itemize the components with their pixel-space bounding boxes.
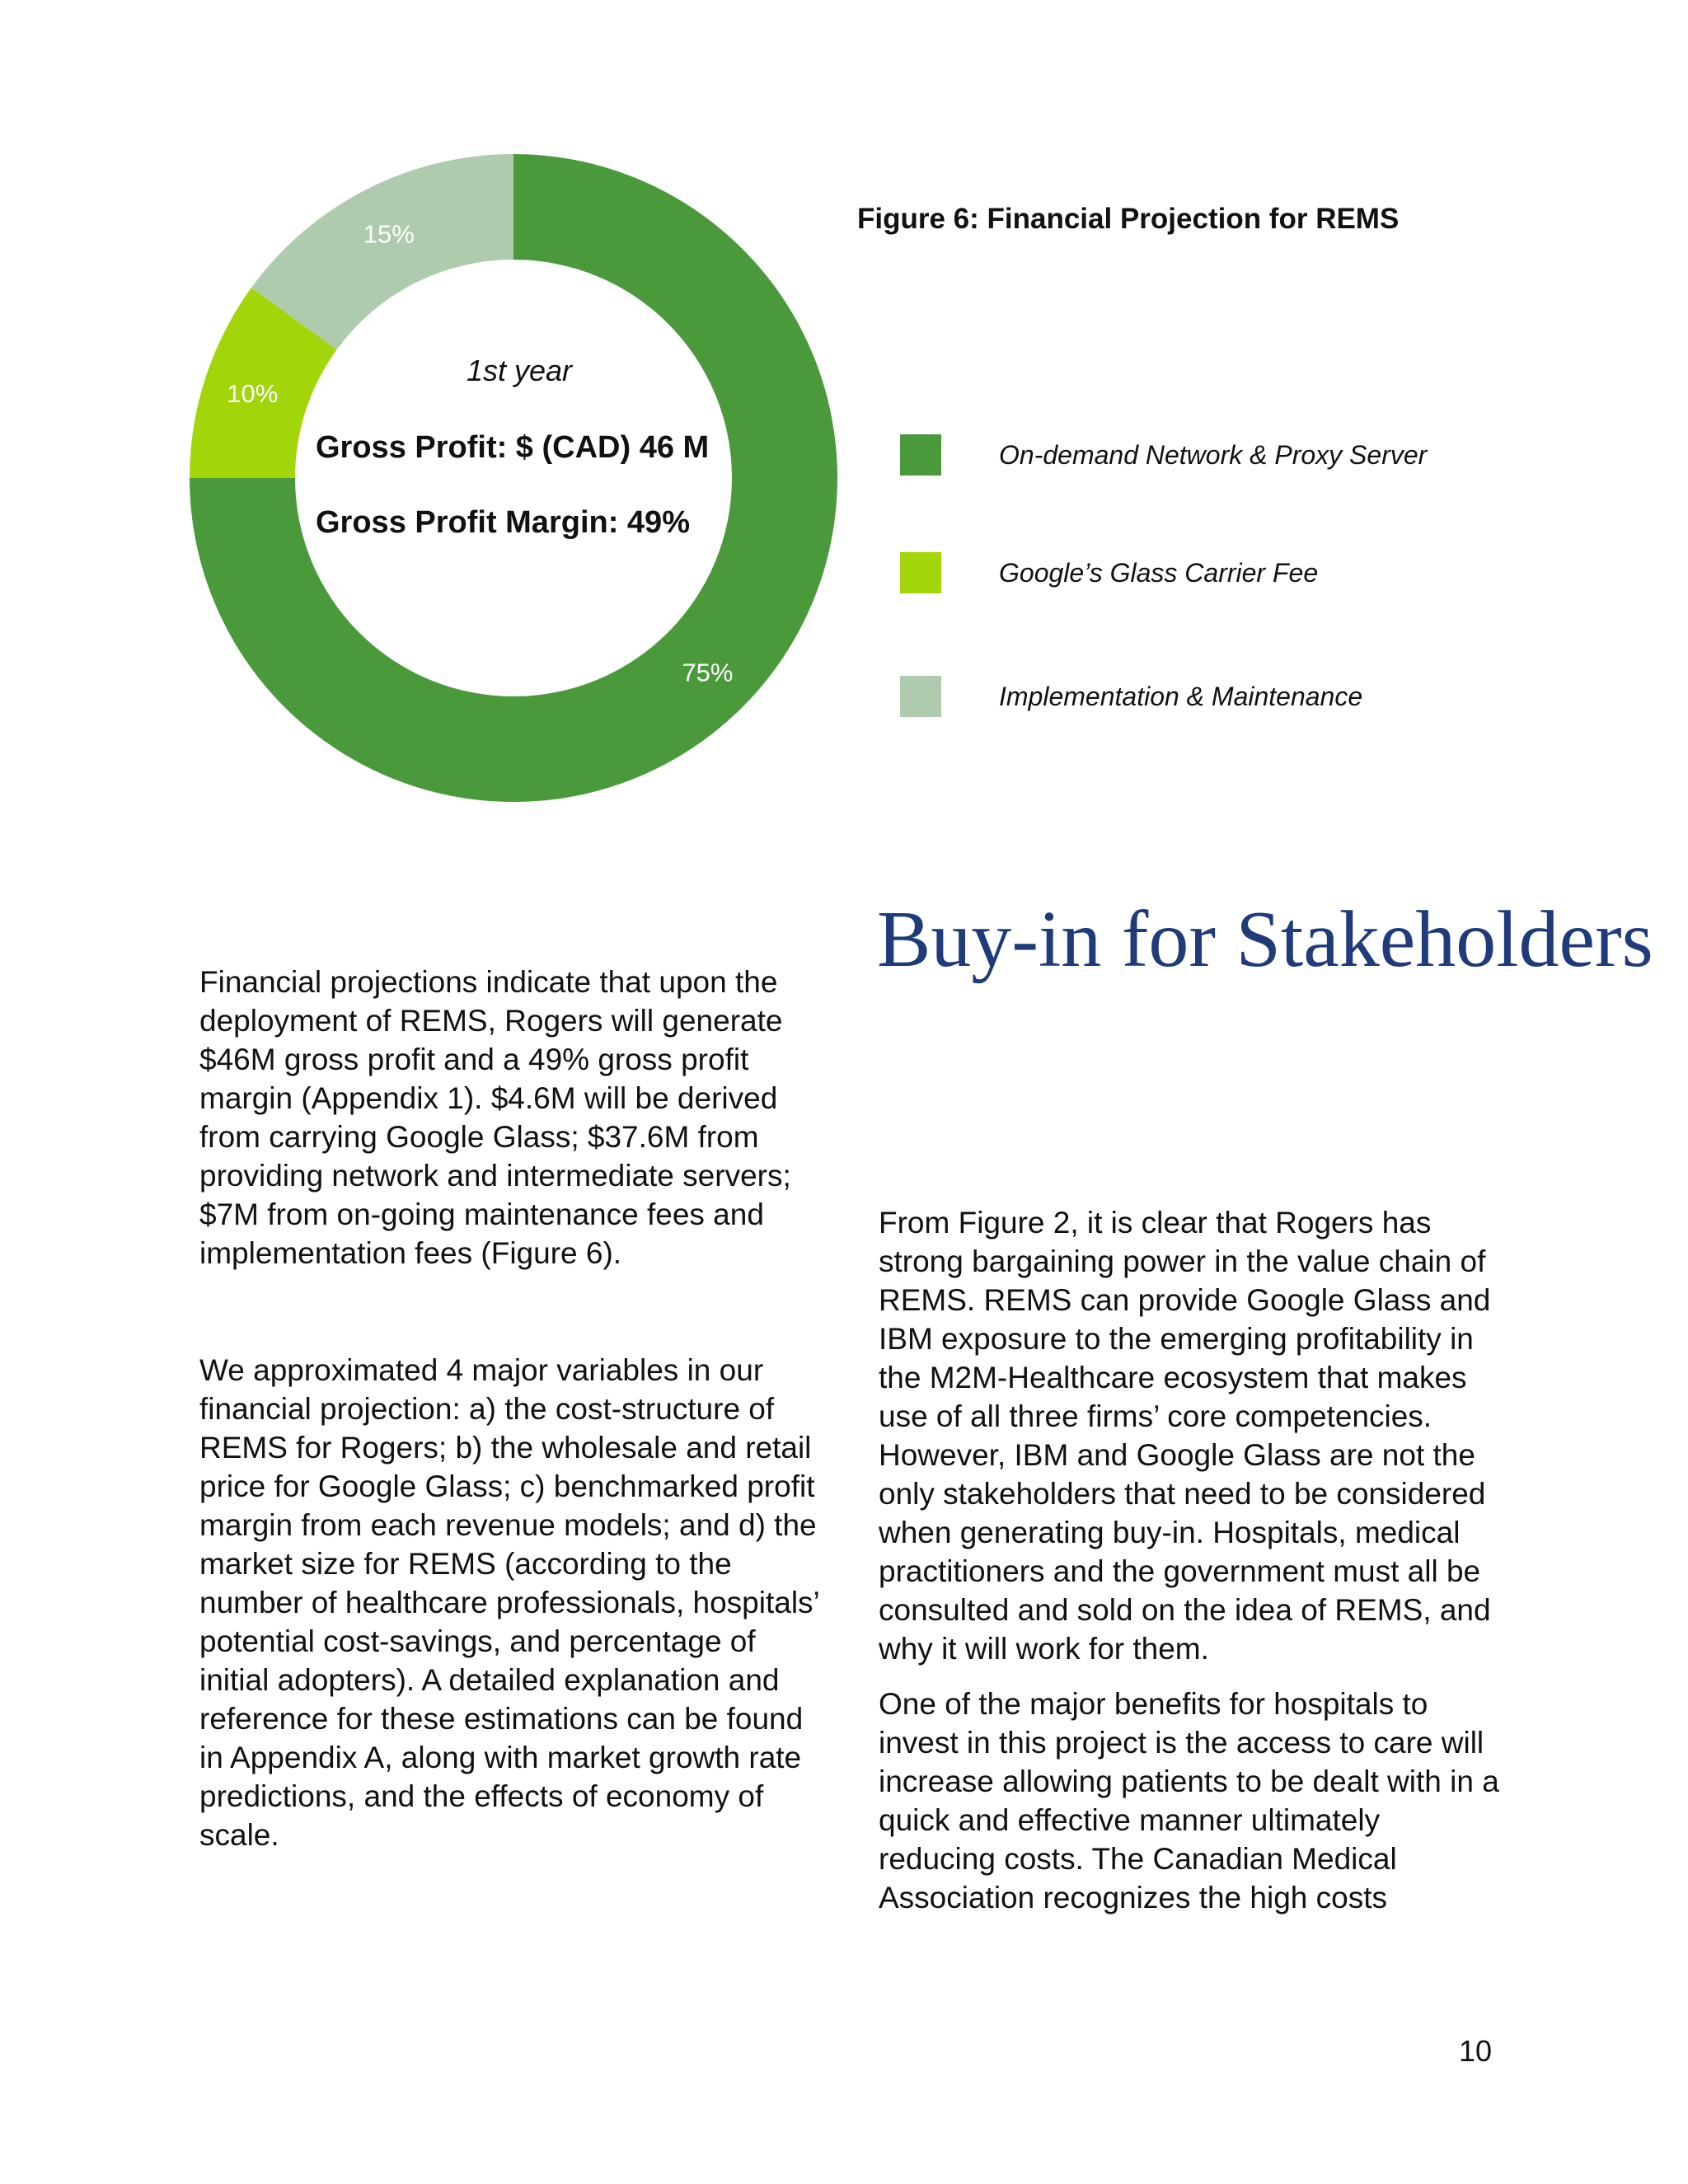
- left-column: [199, 963, 826, 1854]
- figure-title: Figure 6: Financial Projection for REMS: [857, 203, 1400, 235]
- legend-item: [900, 434, 1427, 476]
- body-paragraph: Financial projections indicate that upon the deployment of REMS, Rogers will generate $46M gross profit and a 49% gross profit margin (Appendix 1). $4.6M will be derived from carrying Google Glass; $37.6M from providing network and intermediate servers; $7M from on-going maintenance fees and implementation fees (Figure 6).: [199, 965, 791, 1270]
- body-paragraph: From Figure 2, it is clear that Rogers has strong bargaining power in the value chain of REMS. REMS can provide Google Glass and IBM exposure to the emerging profitability in the M2M-Healthcare ecosystem that makes use of all three firms’ core competencies. However, IBM and Google Glass are not the only stakeholders that need to be considered when generating buy-in. Hospitals, medical practitioners and the government must all be consulted and sold on the idea of REMS, and why it will work for them.: [879, 1206, 1491, 1666]
- center-gross-profit-margin: Gross Profit Margin: 49%: [316, 505, 690, 540]
- donut-chart: [0, 0, 857, 824]
- section-heading: Buy-in for Stakeholders: [877, 895, 1653, 984]
- slice-value-label: 75%: [682, 658, 734, 687]
- legend-item: [900, 676, 1362, 717]
- center-period-label: 1st year: [466, 354, 573, 387]
- slice-value-label: 10%: [227, 379, 279, 409]
- center-gross-profit: Gross Profit: $ (CAD) 46 M: [316, 430, 710, 465]
- right-column: [879, 1203, 1505, 1917]
- slice-value-label: 15%: [363, 219, 415, 249]
- legend-label: Implementation & Maintenance: [999, 681, 1363, 711]
- legend-label: On-demand Network & Proxy Server: [999, 439, 1428, 470]
- body-paragraph: One of the major benefits for hospitals to invest in this project is the access to care will increase allowing patients to be dealt with in a quick and effective manner ultimately reducing costs. The Canadian Medical Association recognizes the high costs: [879, 1687, 1499, 1915]
- page-number: 10: [1458, 2034, 1492, 2068]
- legend-item: [900, 552, 1318, 593]
- donut-slices: [190, 154, 837, 802]
- body-paragraph: We approximated 4 major variables in our financial projection: a) the cost-structure of REMS for Rogers; b) the wholesale and retail price for Google Glass; c) benchmarked profit margin from each revenue models; and d) the market size for REMS (according to the number of healthcare professionals, hospitals’ potential cost-savings, and percentage of initial adopters). A detailed explanation and reference for these estimations can be found in Appendix A, along with market growth rate predictions, and the effects of economy of scale.: [199, 1353, 819, 1852]
- legend-swatch: [900, 676, 941, 717]
- legend-swatch: [900, 434, 941, 476]
- legend-swatch: [900, 552, 941, 593]
- legend-label: Google’s Glass Carrier Fee: [999, 557, 1319, 588]
